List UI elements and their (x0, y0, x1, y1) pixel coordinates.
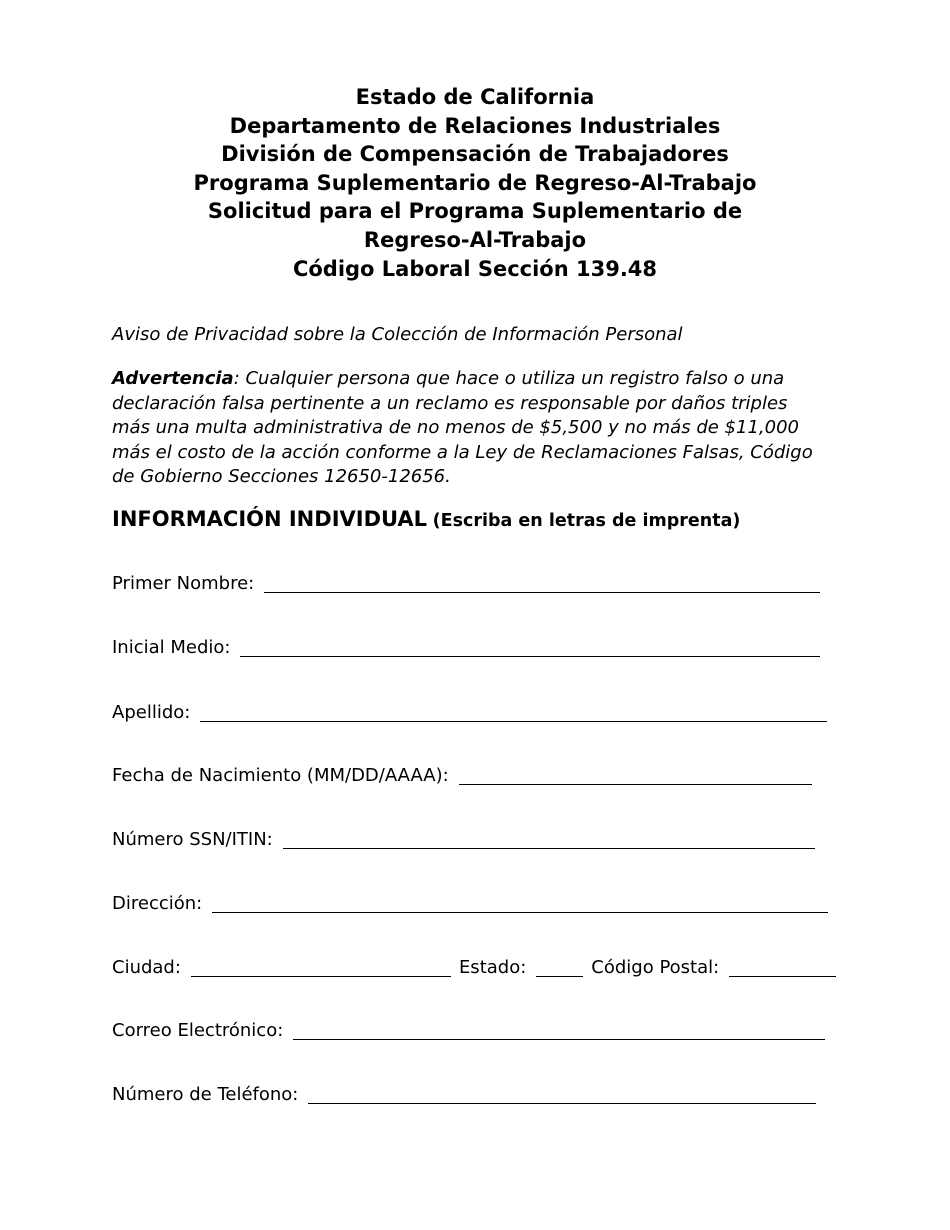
warning-line-1 (112, 367, 852, 392)
phone-row (112, 1081, 816, 1107)
ssn-label: Número SSN/ITIN: (112, 829, 273, 850)
city-state-zip-row (112, 954, 836, 980)
email-input[interactable] (293, 1019, 825, 1040)
last-name-row (112, 699, 827, 725)
header-line-division: División de Compensación de Trabajadores (221, 142, 729, 167)
email-row (112, 1017, 825, 1043)
warning-paragraph (112, 367, 852, 490)
address-label: Dirección: (112, 893, 203, 914)
birth-date-input[interactable] (459, 764, 812, 785)
warning-lead: Advertencia (112, 368, 234, 389)
warning-line-2: declaración falsa pertinente a un reclamo es responsable por daños triples (112, 392, 788, 414)
first-name-row (112, 570, 820, 596)
city-input[interactable] (191, 956, 451, 977)
header-line-labor-code: Código Laboral Sección 139.48 (292, 256, 658, 281)
address-input[interactable] (212, 892, 828, 913)
state-label: Estado: (458, 957, 527, 978)
state-input[interactable] (536, 956, 583, 977)
section-subtitle: (Escriba en letras de imprenta) (432, 511, 741, 531)
section-title: INFORMACIÓN INDIVIDUAL (112, 507, 428, 531)
middle-initial-input[interactable] (240, 636, 820, 657)
warning-text-1: : Cualquier persona que hace o utiliza un registro falso o una (233, 368, 785, 389)
address-row (112, 890, 828, 916)
phone-label: Número de Teléfono: (112, 1084, 299, 1105)
privacy-notice: Aviso de Privacidad sobre la Colección de Información Personal (112, 324, 683, 345)
zip-input[interactable] (729, 956, 836, 977)
section-heading (112, 507, 740, 531)
header-line-application-1: Solicitud para el Programa Suplementario de (207, 199, 743, 224)
last-name-label: Apellido: (112, 702, 191, 723)
city-label: Ciudad: (112, 957, 181, 978)
ssn-row (112, 826, 815, 852)
header-line-state: Estado de California (355, 85, 595, 109)
birth-date-row (112, 762, 812, 788)
header-line-program: Programa Suplementario de Regreso-Al-Trabajo (193, 170, 757, 195)
header-line-application-2: Regreso-Al-Trabajo (363, 227, 587, 252)
first-name-input[interactable] (264, 572, 820, 593)
document-header (0, 83, 950, 283)
middle-initial-label: Inicial Medio: (112, 637, 231, 658)
birth-date-label: Fecha de Nacimiento (MM/DD/AAAA): (112, 765, 449, 786)
ssn-input[interactable] (283, 828, 815, 849)
warning-line-5: de Gobierno Secciones 12650-12656. (112, 466, 451, 487)
middle-initial-row (112, 634, 820, 660)
zip-label: Código Postal: (591, 957, 720, 978)
warning-line-4: más el costo de la acción conforme a la Ley de Reclamaciones Falsas, Código (112, 441, 813, 463)
warning-line-3: más una multa administrativa de no menos de $5,500 y no más de $11,000 (112, 417, 799, 438)
header-line-department: Departamento de Relaciones Industriales (229, 113, 721, 138)
email-label: Correo Electrónico: (112, 1020, 284, 1041)
phone-input[interactable] (308, 1083, 816, 1104)
last-name-input[interactable] (200, 701, 827, 722)
first-name-label: Primer Nombre: (112, 573, 255, 594)
